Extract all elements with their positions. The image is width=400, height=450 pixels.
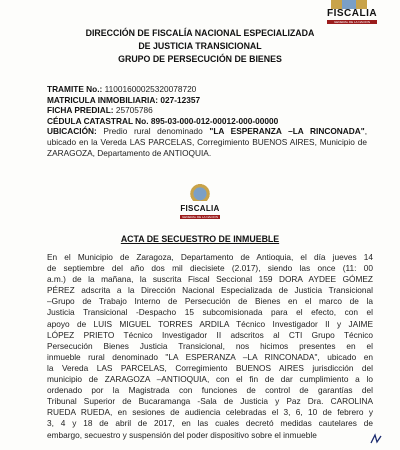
body-line: Tribunal Superior de Bucaramanga -Sala de Justicia y Paz Dra. CAROLINA	[47, 396, 373, 407]
case-fields	[47, 84, 367, 158]
cedula-row	[47, 116, 367, 127]
body-line: En el Municipio de Zaragoza, Departamento de Antioquia, el día jueves 14	[47, 252, 373, 262]
fiscalia-logo-top	[315, 0, 395, 28]
body-line: embargo, secuestro y suspensión del poder dispositivo sobre el inmueble	[47, 429, 317, 440]
header-line-3: GRUPO DE PERSECUCIÓN DE BIENES	[118, 54, 282, 64]
body-line: de septiembre del año dos mil diecisiete (2.017), siendo las once (11: 00	[47, 263, 373, 274]
body-line: la Vereda LAS PARCELAS, Corregimiento BUENOS AIRES jurisdicción del	[47, 362, 373, 373]
ficha-row	[47, 105, 367, 116]
ubicacion-label: UBICACIÓN:	[47, 126, 97, 137]
body-line: 3, 4 y 18 de abril de 2017, en las cuales decretó medidas cautelares de	[47, 418, 373, 429]
logo-subtitle: GENERAL DE LA NACION	[327, 20, 377, 24]
cedula-label: CÉDULA CATASTRAL No.	[47, 115, 149, 126]
emblem-icon	[188, 183, 212, 201]
ubicacion-name: "LA ESPERANZA –LA RINCONADA"	[209, 126, 365, 137]
ficha-value: 25705786	[115, 105, 153, 116]
handwritten-signature	[369, 433, 383, 445]
header-line-2: DE JUSTICIA TRANSICIONAL	[138, 41, 262, 51]
ubicacion-row	[47, 126, 367, 158]
header-line-1: DIRECCIÓN DE FISCALÍA NACIONAL ESPECIALIZADA	[85, 28, 315, 38]
matricula-row	[47, 95, 367, 106]
document-header	[0, 27, 400, 66]
matricula-label: MATRICULA INMOBILIARIA:	[47, 94, 159, 105]
ubicacion-pre: Predio rural denominado	[103, 126, 203, 137]
logo-word: FISCALIA	[180, 204, 220, 213]
ficha-label: FICHA PREDIAL:	[47, 105, 114, 116]
tramite-row	[47, 84, 367, 95]
acta-title: ACTA DE SECUESTRO DE INMUEBLE	[120, 234, 280, 244]
body-line: a.m.) de la mañana, la suscrita Fiscal Seccional 159 DORA AYDEE GÓMEZ	[47, 274, 373, 285]
body-line: LÓPEZ PRIETO Técnico Investigador II adscritos al CTI Grupo Técnico	[47, 329, 373, 340]
tramite-value: 11001600025320078720	[104, 84, 197, 94]
ubicacion-post: , ubicado en la Vereda LAS PARCELAS, Corregimiento BUENOS AIRES, Municipio de ZARAGOZA, Departamento de ANTIOQUIA.	[47, 126, 367, 158]
body-line: –Grupo de Trabajo Interno de Persecución de Bienes en el marco de la	[47, 296, 373, 307]
body-line: RUEDA RUEDA, en sesiones de audiencia celebradas el 3, 6, 10 de febrero y	[47, 407, 373, 418]
body-line: Persecución Bienes Justicia Transicional, nos hicimos presentes en el	[47, 340, 373, 351]
cedula-value: 895-03-000-012-00012-000-00000	[150, 115, 279, 126]
logo-word: FISCALIA	[327, 8, 378, 19]
matricula-value: 027-12357	[160, 94, 201, 105]
body-line: municipio de ZARAGOZA –ANTIOQUIA, con el fin de dar cumplimiento a lo	[47, 374, 373, 385]
body-line: PÉREZ adscrita a la Dirección Nacional Especializada de Justicia Transicional	[47, 285, 373, 296]
acta-body	[47, 252, 373, 441]
body-line: Justicia Transicional -Despacho 15 subcomisionada para el efecto, con el	[47, 307, 373, 318]
body-line: ordenado por la Magistrada con funciones de control de garantías del	[47, 385, 373, 396]
body-line: apoyo de LUIS MIGUEL TORRES ARDILA Técnico Investigador II y JAIME	[47, 318, 373, 329]
tramite-label: TRAMITE No.:	[47, 84, 103, 94]
fiscalia-logo-center	[176, 183, 224, 227]
body-line: inmueble rural denominado "LA ESPERANZA –LA RINCONADA", ubicado en	[47, 351, 373, 362]
logo-subtitle: GENERAL DE LA NACION	[181, 215, 219, 219]
